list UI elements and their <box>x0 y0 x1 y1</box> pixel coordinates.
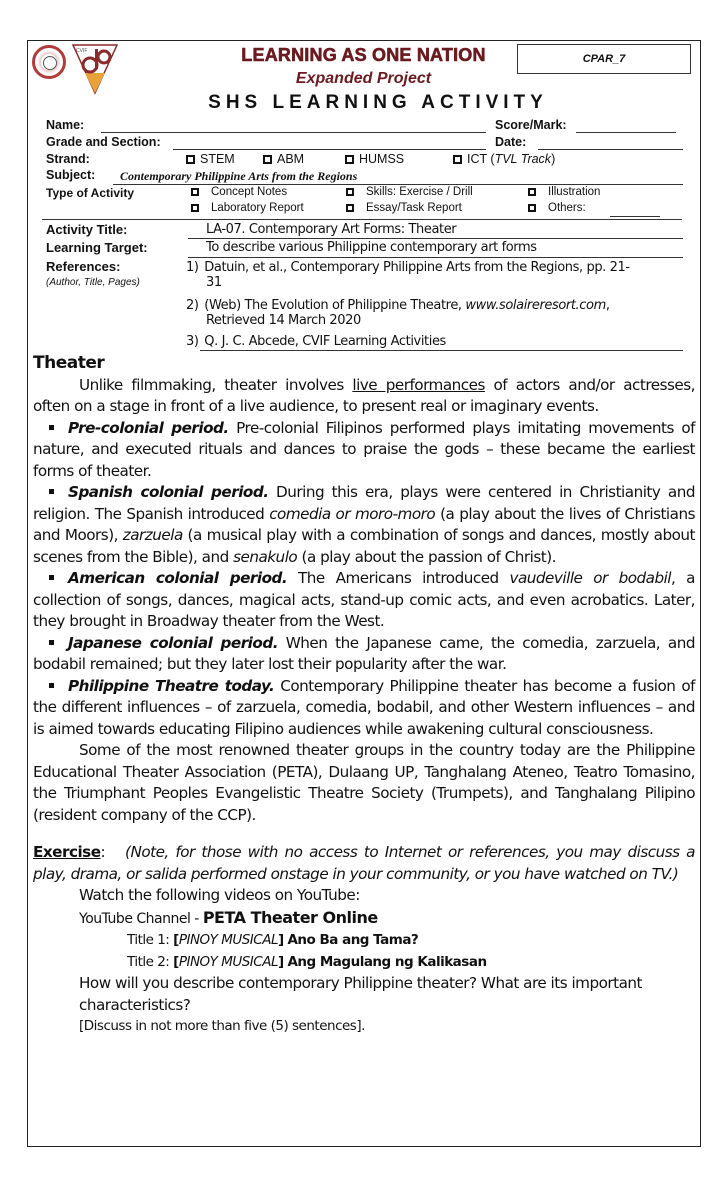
checkbox-icon <box>528 204 536 212</box>
period-precolonial: Pre-colonial period. Pre-colonial Filipinos performed plays imitating movements of nature, and executed rituals and dances to praise the gods – these became the earliest forms of theater. <box>33 418 695 480</box>
type-concept-notes-checkbox[interactable]: Concept Notes <box>191 186 287 198</box>
type-essay-report-checkbox[interactable]: Essay/Task Report <box>346 202 462 214</box>
video-title-2: Title 2: [PINOY MUSICAL] Ang Magulang ng Kalikasan <box>127 953 487 970</box>
references-hint: (Author, Title, Pages) <box>46 277 140 288</box>
subject-label: Subject: <box>46 168 96 182</box>
project-subtitle: Expanded Project <box>295 70 432 87</box>
checkbox-icon <box>528 188 536 196</box>
others-field[interactable] <box>610 216 660 217</box>
activity-heading: SHS LEARNING ACTIVITY <box>208 92 548 113</box>
watch-instruction: Watch the following videos on YouTube: <box>79 886 360 904</box>
subject-underline <box>113 184 683 185</box>
name-label: Name: <box>46 118 85 132</box>
learning-target-value: To describe various Philippine contemporary art forms <box>206 240 537 255</box>
checkbox-icon <box>346 188 354 196</box>
type-skills-checkbox[interactable]: Skills: Exercise / Drill <box>346 186 473 198</box>
strand-ict-checkbox[interactable]: ICT (TVL Track) <box>453 152 555 166</box>
cvif-dlp-logo-icon <box>72 43 118 95</box>
checkbox-icon <box>346 204 354 212</box>
period-today: Philippine Theatre today. Contemporary Philippine theater has become a fusion of the different influences – of zarzuela, comedia, bodabil, and other Western influences – and is aimed towards educating Filipino audiences while awakening cultural consciousness. <box>33 676 695 738</box>
type-others-checkbox[interactable]: Others: <box>528 202 586 214</box>
strand-humss-checkbox[interactable]: HUMSS <box>345 152 404 166</box>
subject-value: Contemporary Philippine Arts from the Regions <box>120 169 358 183</box>
period-japanese: Japanese colonial period. When the Japanese came, the comedia, zarzuela, and bodabil remained; but they later lost their popularity after the war. <box>33 633 695 673</box>
score-field[interactable] <box>576 132 676 133</box>
strand-abm-checkbox[interactable]: ABM <box>263 152 304 166</box>
checkbox-icon <box>186 155 195 164</box>
name-field[interactable] <box>101 132 486 133</box>
bullet-icon <box>49 489 54 494</box>
checkbox-icon <box>263 155 272 164</box>
type-illustration-checkbox[interactable]: Illustration <box>528 186 600 198</box>
channel-name: PETA Theater Online <box>202 907 378 927</box>
intro-paragraph: Unlike filmmaking, theater involves live performances of actors and/or actresses, often on a stage in front of a live audience, to present real or imaginary events. <box>33 375 696 415</box>
bullet-icon <box>49 425 54 430</box>
period-spanish: Spanish colonial period. During this era, plays were centered in Christianity and religion. The Spanish introduced comedia or moro-moro (a play about the lives of Christians and Moors), zarzuela (a musical play with a combination of songs and dances, mostly about scenes from the Bible), and senakulo (a play about the passion of Christ). <box>33 483 696 566</box>
exercise-question: How will you describe contemporary Philippine theater? What are its important characteristics? <box>79 974 643 1014</box>
learning-target-underline <box>188 257 683 258</box>
strand-stem-checkbox[interactable]: STEM <box>186 152 235 166</box>
reference-link[interactable]: www.solaireresort.com <box>465 298 606 313</box>
video-title-1: Title 1: [PINOY MUSICAL] Ano Ba ang Tama? <box>127 932 419 948</box>
activity-title-value: LA-07. Contemporary Art Forms: Theater <box>206 222 457 237</box>
form-divider <box>42 219 682 220</box>
references-label: References: <box>46 259 121 274</box>
checkbox-icon <box>345 155 354 164</box>
strand-label: Strand: <box>46 152 90 166</box>
references-underline <box>200 350 683 351</box>
reference-3: 3) Q. J. C. Abcede, CVIF Learning Activities <box>186 334 446 349</box>
bullet-icon <box>49 640 54 645</box>
learning-target-label: Learning Target: <box>46 240 148 255</box>
grade-section-label: Grade and Section: <box>46 135 161 149</box>
exercise-note: Exercise: (Note, for those with no access to Internet or references, you may discuss a play, drama, or salida performed onstage in your community, or you have watched on TV.) <box>33 843 695 883</box>
score-label: Score/Mark: <box>495 118 567 132</box>
period-american: American colonial period. The Americans introduced vaudeville or bodabil, a collection of songs, dances, magical acts, stand-up comic acts, and even acrobatics. Later, they brought in Broadway theater from the West. <box>33 569 695 630</box>
reference-2: 2) (Web) The Evolution of Philippine Theatre, www.solaireresort.com, Retrieved 14 March 2020 <box>186 298 610 328</box>
activity-title-underline <box>188 238 683 239</box>
date-field[interactable] <box>538 149 683 150</box>
date-label: Date: <box>495 135 527 149</box>
reference-1: 1) Datuin, et al., Contemporary Philippine Arts from the Regions, pp. 21- 31 <box>186 260 630 290</box>
activity-title-label: Activity Title: <box>46 222 128 237</box>
checkbox-icon <box>191 204 199 212</box>
exercise-section <box>33 842 695 1038</box>
bullet-icon <box>49 575 54 580</box>
grade-section-field[interactable] <box>173 149 486 150</box>
org-title: LEARNING AS ONE NATION <box>241 45 486 65</box>
bullet-icon <box>49 683 54 688</box>
youtube-channel: YouTube Channel - PETA Theater Online <box>79 907 378 927</box>
checkbox-icon <box>453 155 462 164</box>
learning-activity-sheet <box>27 40 701 1147</box>
activity-code: CPAR_7 <box>517 44 691 74</box>
school-seal-logo-icon <box>32 45 66 79</box>
lesson-content <box>33 353 695 1038</box>
checkbox-icon <box>191 188 199 196</box>
type-of-activity-label: Type of Activity <box>46 186 135 200</box>
section-heading: Theater <box>33 353 105 373</box>
exercise-instruction: [Discuss in not more than five (5) sentences]. <box>79 1018 365 1034</box>
type-lab-report-checkbox[interactable]: Laboratory Report <box>191 202 304 214</box>
svg-text:CVIF: CVIF <box>76 48 88 54</box>
theater-groups-paragraph: Some of the most renowned theater groups in the country today are the Philippine Educational Theater Association (PETA), Dulaang UP, Tanghalang Ateneo, Teatro Tomasino, the Triumphant Peoples Evangelistic Theatre Society (Trumpets), and Tanghalang Pilipino (resident company of the CCP). <box>33 741 695 824</box>
exercise-label: Exercise <box>33 843 101 861</box>
